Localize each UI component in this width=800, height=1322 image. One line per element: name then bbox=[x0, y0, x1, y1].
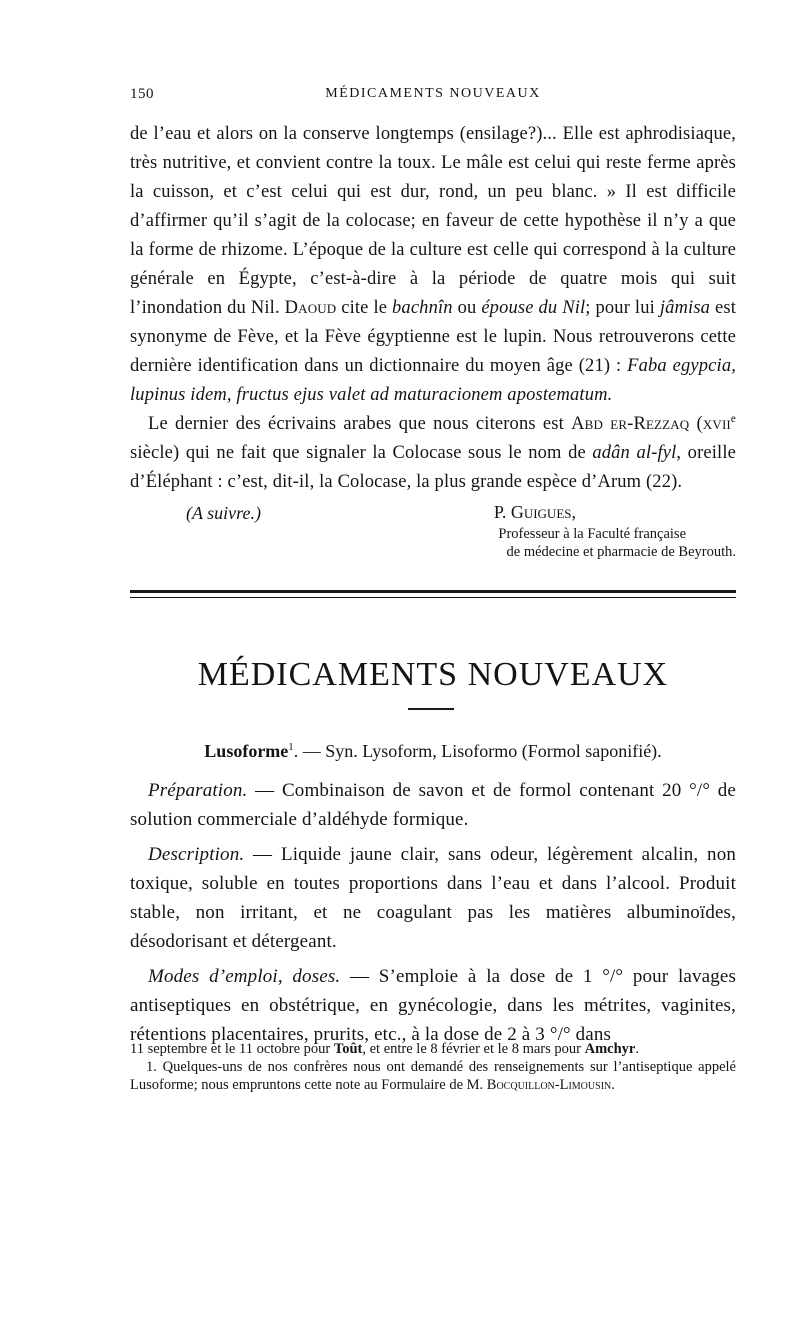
arabic-term: bachnîn bbox=[392, 298, 453, 318]
author-reference: Abd er-Rezzaq bbox=[571, 414, 690, 434]
month-name: Toût bbox=[333, 1041, 363, 1057]
drug-synonyms: . — Syn. Lysoform, Lisoformo (Formol saponifié). bbox=[293, 741, 662, 761]
text-run: ou bbox=[452, 298, 482, 318]
preparation-label: Préparation. bbox=[148, 780, 248, 801]
text-run: . bbox=[635, 1041, 639, 1057]
page-number: 150 bbox=[130, 86, 154, 102]
author-affiliation-line-1: Professeur à la Faculté française bbox=[498, 526, 686, 542]
text-run: , oreille d’Éléphant : c’est, dit-il, la Colocase, la plus grande espèce d’Arum (22). bbox=[130, 443, 736, 492]
text-run: siècle) qui ne fait que signaler la Colocase sous le nom de bbox=[130, 443, 593, 463]
to-be-continued: (A suivre.) bbox=[186, 503, 261, 523]
footnote-1 bbox=[130, 1058, 736, 1094]
text-run: 11 septembre et le 11 octobre pour bbox=[130, 1041, 334, 1057]
text-run: , et entre le 8 février et le 8 mars pour bbox=[362, 1041, 585, 1057]
month-name: Amchyr bbox=[584, 1041, 636, 1057]
modes-label: Modes d’emploi, doses. bbox=[148, 966, 341, 987]
footnote-mark: 1 bbox=[288, 741, 294, 753]
author-comma: , bbox=[571, 502, 576, 522]
author-signature bbox=[494, 499, 736, 561]
text-run: ; pour lui bbox=[585, 298, 660, 318]
section-title: MÉDICAMENTS NOUVEAUX bbox=[197, 656, 669, 693]
text-run: . bbox=[611, 1077, 615, 1093]
entry-heading bbox=[130, 736, 736, 766]
paragraph-colocase bbox=[130, 120, 736, 410]
drug-entry-lusoforme bbox=[130, 736, 736, 1055]
arabic-term: épouse du Nil bbox=[481, 298, 586, 318]
text-run: est synonyme de Fève, et la Fève égyptienne est le lupin. Nous retrouverons cette dernière identification dans un dictionnaire du moyen âge (21) : bbox=[130, 298, 736, 376]
text-run: cite le bbox=[336, 298, 393, 318]
century-superscript: e bbox=[730, 412, 736, 425]
separator-thick-rule bbox=[130, 590, 736, 593]
author-reference: Daoud bbox=[284, 298, 337, 318]
author-name bbox=[494, 499, 576, 525]
description-label: Description. bbox=[148, 844, 245, 865]
century-numeral: xvii bbox=[702, 414, 731, 434]
author-initial: P. bbox=[493, 502, 511, 522]
author-affiliation-line-2: de médecine et pharmacie de Beyrouth. bbox=[506, 544, 736, 560]
preparation-text: — Combinaison de savon et de formol contenant 20 °/° de solution commerciale d’aldéhyde formique. bbox=[130, 780, 736, 830]
previous-article-ending bbox=[130, 120, 736, 560]
author-surname: Guigues bbox=[510, 502, 572, 522]
modes-paragraph bbox=[130, 962, 736, 1049]
running-head bbox=[130, 86, 736, 112]
text-run: ( bbox=[689, 414, 703, 434]
footnotes bbox=[130, 1040, 736, 1094]
text-run: Le dernier des écrivains arabes que nous citerons est bbox=[148, 414, 572, 434]
text-run: 1. Quelques-uns de nos confrères nous ont demandé des renseignements sur l’antiseptique appelé Lusoforme; nous empruntons cette note au Formulaire de M. bbox=[130, 1059, 736, 1093]
author-reference: Bocquillon-Limousin bbox=[486, 1077, 612, 1093]
signature-row bbox=[130, 499, 736, 560]
text-run: de l’eau et alors on la conserve longtemps (ensilage?)... Elle est aphrodisiaque, très nutritive, et convient contre la toux. Le mâle est celui qui reste ferme après la cuisson, et c’est celui qui est dur, rond, un peu blanc. » Il est difficile d’affirmer qu’il s’agit de la colocase; en faveur de cette hypothèse il n’y a que la forme de rhizome. L’époque de la culture est celle qui correspond à la culture générale en Égypte, c’est-à-dire à la période de quatre mois qui suit l’inondation du Nil. bbox=[130, 124, 736, 318]
description-text: — Liquide jaune clair, sans odeur, légèrement alcalin, non toxique, soluble en toutes proportions dans l’eau et dans l’alcool. Produit stable, non irritant, et ne coagulant pas les matières albuminoïdes, désodorisant et détergeant. bbox=[130, 844, 736, 952]
running-title: MÉDICAMENTS NOUVEAUX bbox=[325, 86, 541, 101]
modes-text: — S’emploie à la dose de 1 °/° pour lavages antiseptiques en obstétrique, en gynécologie, dans les métrites, vaginites, rétentions placentaires, prurits, etc., à la dose de 2 à 3 °/° dans bbox=[130, 966, 736, 1045]
footnote-continuation bbox=[130, 1040, 736, 1058]
section-separator bbox=[130, 590, 736, 598]
latin-quote: Faba egypcia, lupinus idem, fructus ejus valet ad maturacionem apostematum. bbox=[130, 356, 736, 405]
arabic-term: jâmisa bbox=[659, 298, 711, 318]
preparation-paragraph bbox=[130, 776, 736, 834]
arabic-term: adân al-fyl bbox=[592, 443, 677, 463]
separator-thin-rule bbox=[130, 597, 736, 598]
description-paragraph bbox=[130, 840, 736, 956]
paragraph-abd-er-rezzaq bbox=[130, 410, 736, 497]
drug-name: Lusoforme bbox=[204, 741, 289, 761]
title-underline-rule bbox=[408, 708, 454, 710]
